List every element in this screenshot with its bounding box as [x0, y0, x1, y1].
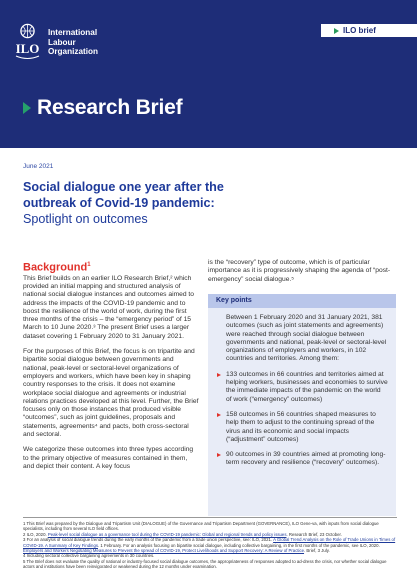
footnote: 4 Including sectoral collective bargaining agreements in 30 countries. [23, 553, 155, 559]
tag-arrow-icon [334, 28, 339, 34]
footnote: 1 This Brief was prepared by the Dialogue and Tripartism Unit (DIALOGUE) of the Governance and Tripartism Department (GOVERNANCE), ILO Gene-va, with inputs from social dialogue specialists, including from several ILO field offices. [23, 521, 379, 532]
footnotes [23, 517, 397, 570]
footnote: 5 The Brief does not evaluate the quality of national or industry-focused social dialogue outcomes, the appropriateness of responses adopted to ad-dress the crisis, nor whether social dialogue actors and institutions have been reinvigorated or weakened during the 12 months under examination. [23, 558, 387, 570]
header-band [0, 0, 417, 148]
doc-type-label: Research Brief [37, 96, 183, 119]
key-points-body [208, 308, 396, 468]
publication-date: June 2021 [23, 163, 54, 170]
key-point-item [216, 451, 388, 468]
right-column [208, 259, 396, 295]
background-continuation: is the “recovery” type of outcome, which is of particular importance as it is progressively shaping the agenda of “post-emergency” social dialogue.⁵ [208, 259, 391, 283]
hero-arrow-icon [23, 102, 31, 114]
ilo-logo [14, 23, 98, 60]
org-line-2: Labour [48, 37, 76, 47]
org-name [48, 23, 98, 57]
key-point-item [216, 371, 388, 404]
page-title: Social dialogue one year after the outbreak of Covid-19 pandemic: [23, 180, 224, 210]
footnote-text: . Brief, 3 July. [304, 548, 330, 554]
org-line-3: Organization [48, 47, 99, 57]
key-point-text: 133 outcomes in 66 countries and territories aimed at helping workers, businesses and economies to survive the immediate impacts of the pandemic on the world of work (“emergency” outcomes) [226, 370, 388, 403]
bullet-arrow-icon [217, 413, 221, 417]
bullet-arrow-icon [217, 373, 221, 377]
key-points-heading: Key points [208, 294, 396, 308]
key-points-box [208, 294, 396, 516]
background-heading [23, 259, 199, 274]
footnote-link[interactable]: A Global Trend Analysis on the Role of Trade Unions in Times of COVID-19. A Summary of Key Findings [23, 537, 396, 548]
footnote-text: 3 For an analysis of social dialogue trends during the early months of the pandemic from a trade union perspective, see: ILO, 2021. [23, 537, 274, 543]
footnote-text: . 1 February. For an analysis focusing on bipartite social dialogue, including collective bargaining, in the first months of the pandemic, see ILO, 2020. [98, 542, 380, 548]
footnote-link[interactable]: Employers and Workers Negotiating Measures to Prevent the spread of COVID-19, Protect Livelihoods and Support Recovery: A Review of Practice [23, 548, 305, 554]
background-paragraph: For the purposes of this Brief, the focus is on tripartite and bipartite social dialogue between governments and national, peak-level or sectoral-level organizations of employers and workers, which have been key in shaping country responses to the crisis. It does not examine workplace social dialogue and agreements or industrial relations practices developed at this level. Further, the Brief focuses only on those instances that produced visible “outcomes”, such as joint guidelines, proposals and statements, agreements⁴ and pacts, both cross-sectoral and sectoral. [23, 348, 199, 438]
ilo-emblem-icon [14, 23, 41, 60]
background-paragraph: We categorize these outcomes into three types according to the primary objective of measures contained in them, and depict their content. A key focus [23, 446, 194, 470]
brief-tag [321, 24, 417, 37]
key-point-item [216, 411, 388, 444]
bullet-arrow-icon [217, 453, 221, 457]
key-point-text: 90 outcomes in 39 countries aimed at promoting long-term recovery and resilience (“recovery” outcomes). [226, 451, 386, 467]
key-points-intro: Between 1 February 2020 and 31 January 2021, 381 outcomes (such as joint statements and agreements) were reached through social dialogue between governments and national, peak-level or sectoral-level organizations of employers and workers, in 102 countries and territories. Among them: [226, 314, 387, 363]
footnote [23, 537, 397, 553]
left-column [23, 259, 199, 478]
org-line-1: International [48, 28, 98, 37]
footnote-link[interactable]: Peak-level social dialogue as a governance tool during the COVID-19 pandemic: Global and regional trends and policy issues [47, 531, 287, 537]
page-subtitle: Spotlight on outcomes [23, 212, 148, 226]
svg-text:ILO: ILO [15, 41, 40, 56]
doc-type-heading [23, 96, 182, 120]
key-point-text: 158 outcomes in 56 countries shaped measures to help them to adjust to the continuing spread of the virus and its economic and social impacts (“adjustment” outcomes) [226, 410, 376, 443]
background-heading-text: Background [23, 261, 88, 274]
background-paragraph: This Brief builds on an earlier ILO Research Brief,² which provided an initial mapping and structured analysis of national social dialogue instances and outcomes aimed to address the impacts of the COVID-19 pandemic and to boost the resilience of the world of work, during the first three months of the crisis – the “emergency period” of 15 March to 10 June 2020.³ The present Brief uses a larger dataset covering 1 February 2020 to 31 January 2021. [23, 274, 195, 340]
brief-tag-label: ILO brief [343, 26, 376, 35]
background-heading-footnote-ref: 1 [87, 262, 91, 268]
footnote-text: . Research Brief, 23 October. [286, 531, 342, 537]
footnote-text: 2 ILO, 2020. [23, 531, 48, 537]
